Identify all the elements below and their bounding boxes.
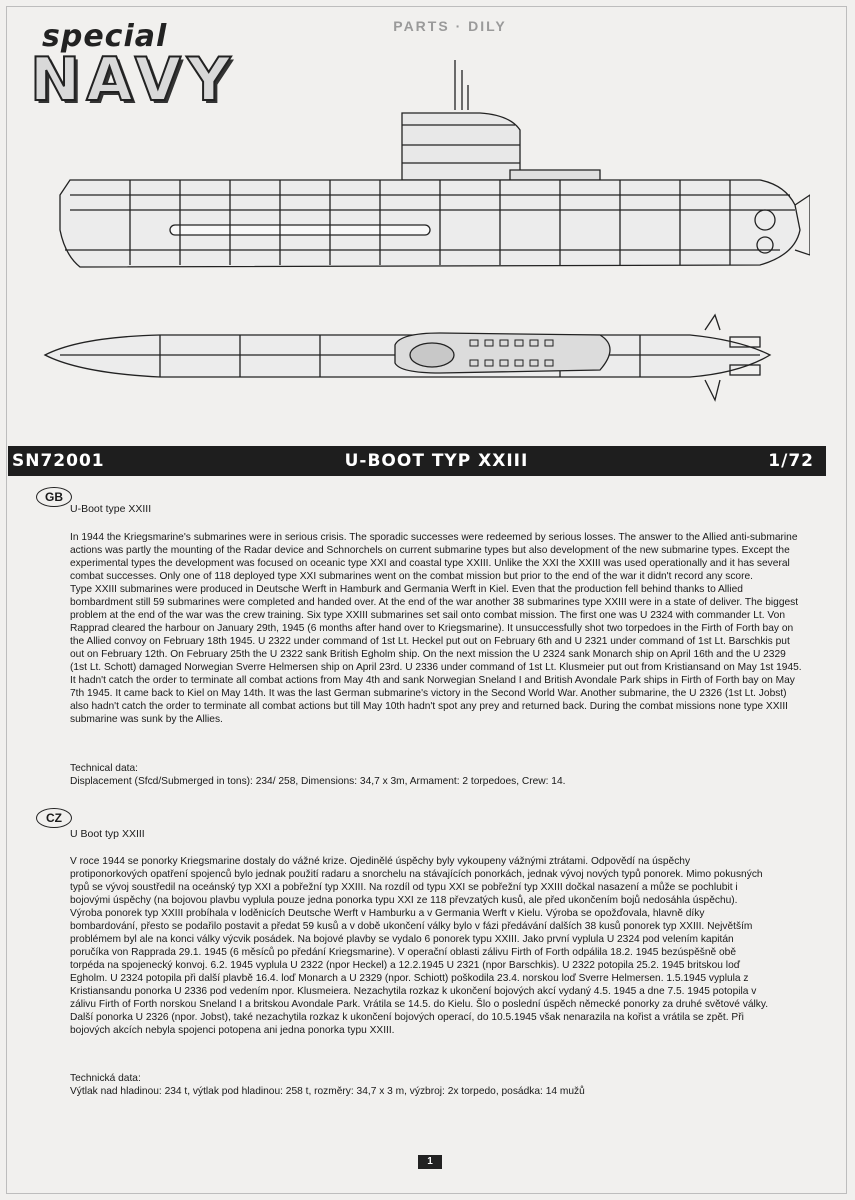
gb-paragraph-1: In 1944 the Kriegsmarine's submarines were in serious crisis. The sporadic successes were redeemed by serious losses. The answer to the Allied anti-submarine actions was partly the mounting of the Radar device and Schnorchels on current submarine types but also development of the new submarine types. Except the experimental types the development was focused on oceanic type XXI and coastal type XXIII. Unlike the XXI the XXIII was used operationally and it has several combat successes. Only one of 118 deployed type XXI submarines went on the combat mission but prior to the end of the war it didn't record any score. [70,532,798,582]
ghost-header-text: PARTS · DILY [393,18,507,34]
hull-side-view [60,180,800,267]
cz-body [70,855,770,1037]
conning-tower [402,113,520,180]
cz-tech-values: Výtlak nad hladinou: 234 t, výtlak pod hladinou: 258 t, rozměry: 34,7 x 3 m, výzbroj: 2x torpedo, posádka: 14 mužů [70,1086,585,1097]
brand-line2: NAVY [30,45,237,115]
cz-paragraph-2: Výroba ponorek typ XXIII probíhala v loděnicích Deutsche Werft v Hamburku a v Germania Werft v Kielu. Výroba se opožďovala, hlavně díky bombardování, přesto se podařilo postavit a předat 59 kusů a v době ukončení války bylo v fázi předávání dalších 38 kusů ponorek typ XXIII. Největším problémem byl ale na konci války výcvik posádek. Na bojové plavby se vydalo 6 ponorek typu XXIII. Jako první vyplula U 2324 pod velením kapitán poručíka von Rapprada 29.1. 1945 (6 měsíců po předání Kriegsmarine). V operační oblasti zálivu Firth of Forth odpálila 18.2. 1945 bezúspěšně obě torpéda na spojenecký konvoj. 6.2. 1945 vyplula U 2322 (npor Heckel) a 12.2.1945 U 2321 (npor Barschkis). U 2322 potopila 25.2. 1945 britskou loď Egholm. U 2324 potopila při další plavbě 16.4. loď Monarch a U 2329 (npor. Schiott) poškodila 23.4. norskou loď Sverre Helmersen. 1.5.1945 vyplula z Kristiansandu ponorka U 2336 pod vedením npor. Klusmeiera. Nezachytila rozkaz k ukončení bojových akcí vydaný 4.5. 1945 a dne 7.5. 1945 potopila v zálivu Firth of Forth norskou Sneland I a britskou Avondale Park. Vrátila se 14.5. do Kielu. Šlo o poslední úspěch německé ponorky za druhé světové války. Další ponorka U 2326 (npor. Jobst), také nezachytila rozkaz k ukončení bojových operací, do 10.5.1945 však nenarazila na kořist a vrátila se zpět. Při bojových akcích nebyla spojenci potopena ani jedna ponorka typu XXIII. [70,908,769,1036]
model-title: U-BOOT TYP XXIII [344,451,529,471]
cz-technical-data [70,1072,790,1098]
cz-tech-label: Technická data: [70,1073,141,1084]
cz-heading: U Boot typ XXIII [70,828,145,840]
model-code: SN72001 [12,451,105,471]
page-number: 1 [418,1155,442,1169]
gb-language-badge: GB [36,487,72,507]
gb-body [70,531,802,726]
gb-tech-values: Displacement (Sfcd/Submerged in tons): 234/ 258, Dimensions: 34,7 x 3m, Armament: 2 torpedoes, Crew: 14. [70,776,566,787]
gb-tech-label: Technical data: [70,763,138,774]
brand-line1: special [42,19,168,54]
model-scale: 1/72 [768,451,814,471]
cz-language-badge: CZ [36,808,72,828]
model-title-bar [8,446,826,476]
gb-technical-data [70,762,790,788]
gb-paragraph-2: Type XXIII submarines were produced in Deutsche Werft in Hamburk and Germania Werft in Kiel. Even that the production fell behind thanks to Allied bombardment still 59 submarines were completed and handed over. At the end of the war another 38 submarines type XXIII were in a state of deliver. The biggest problem at the end of the war was the crew training. Six type XXIII submarines set sail onto combat mission. The first one was U 2324 with commander Lt. Von Rapprad cleared the harbour on January 29th, 1945 (6 months after hand over to Kriegsmarine). It unsuccessfully shot two torpedoes in the Firth of Forth bay on the Allied convoy on February 18th 1945. U 2322 under command of 1st Lt. Heckel put out on February 6th and U 2321 under command of 1st Lt. Barschkis put out on February 12th. On February 25th the U 2322 sank British Egholm ship. On the next mission the U 2324 sank Monarch ship on April 16th and the U 2329 (1st Lt. Schott) damaged Norwegian Sverre Helmersen ship on April 23rd. U 2336 under command of 1st Lt. Klusmeier put out from Kristiansand on May 1st 1945. It hadn't catch the order to terminate all combat actions from May 4th and sank Norwegian Sneland I and British Avondale Park ships in Firth of Forth bay on May 7th 1945. It came back to Kiel on May 14th. It was the last German submarine's victory in the Second World War. Another submarine, the U 2326 (1st Lt. Jobst) also hadn't catch the order to terminate all combat actions but till May 10th hadn't spot any prey and returned back. During the combat missions none type XXIII submarine was sunk by the Allies. [70,584,802,725]
submarine-drawing [40,55,810,435]
cz-paragraph-1: V roce 1944 se ponorky Kriegsmarine dostaly do vážné krize. Ojedinělé úspěchy byly vykoupeny vážnými ztrátami. Odpovědí na úspěchy protiponorkových opatření spojenců bylo jednak použití radaru a snorchelu na stávajících ponorkách, jednak vývoj nových typů ponorek. Mimo pokusných typů se vývoj soustředil na oceánský typ XXI a pobřežní typ XXIII. Na rozdíl od typu XXI se pobřežní typ XXIII dočkal nasazení a může se pochlubit i bojovými úspěchy (na bojovou plavbu vyplula pouze jedna ponorka typu XXI ze 118 převzatých kusů, ale před ukončením bojů nedosáhla úspěchu). [70,856,763,906]
gb-heading: U-Boot type XXIII [70,503,152,515]
